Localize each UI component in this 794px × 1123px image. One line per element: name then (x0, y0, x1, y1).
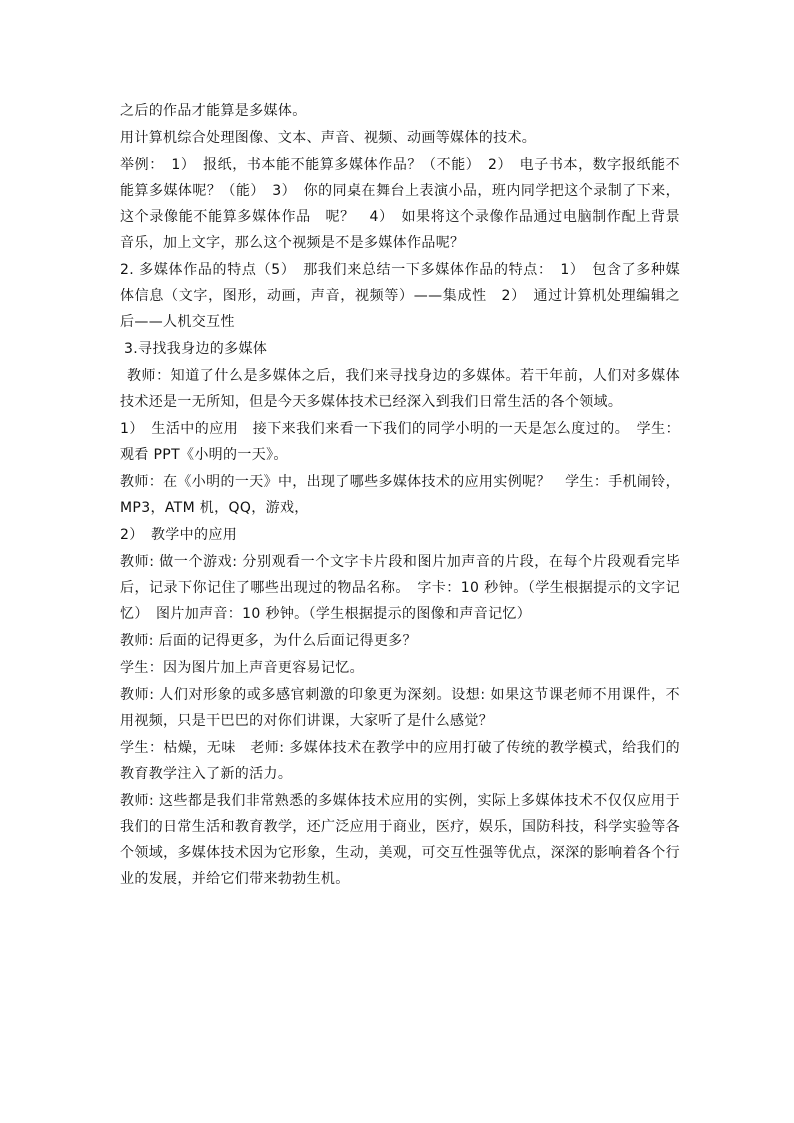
paragraph-life-application: 1） 生活中的应用 接下来我们来看一下我们的同学小明的一天是怎么度过的。 学生：观看 PPT《小明的一天》。 (120, 421, 680, 463)
paragraph-definition: 用计算机综合处理图像、文本、声音、视频、动画等媒体的技术。 (120, 130, 537, 146)
document-page (120, 98, 680, 892)
paragraph-game: 教师: 做一个游戏: 分别观看一个文字卡片段和图片加声音的片段，在每个片段观看完毕后，记录下你记住了哪些出现过的物品名称。 字卡：10 秒钟。（学生根据提示的文字记忆） 图片加声音：10 秒钟。（学生根据提示的图像和声音记忆） (120, 554, 680, 622)
paragraph-teacher-why: 教师: 后面的记得更多，为什么后面记得更多？ (120, 633, 417, 649)
subheading-teaching-application: 2） 教学中的应用 (120, 527, 238, 543)
paragraph-teacher-intro: 教师：知道了什么是多媒体之后，我们来寻找身边的多媒体。若干年前，人们对多媒体技术还是一无所知，但是今天多媒体技术已经深入到我们日常生活的各个领域。 (120, 368, 680, 410)
paragraph-continuation: 之后的作品才能算是多媒体。 (120, 103, 307, 119)
paragraph-teacher-question: 教师：在《小明的一天》中，出现了哪些多媒体技术的应用实例呢？ 学生：手机闹铃，MP3，ATM 机，QQ，游戏， (120, 474, 680, 516)
paragraph-student-feeling: 学生：枯燥，无味 老师: 多媒体技术在教学中的应用打破了传统的教学模式，给我们的教育教学注入了新的活力。 (120, 740, 680, 782)
paragraph-features: 2. 多媒体作品的特点（5） 那我们来总结一下多媒体作品的特点： 1） 包含了多种媒体信息（文字，图形，动画，声音，视频等）——集成性 2） 通过计算机处理编辑之后——人机交互性 (120, 262, 680, 330)
paragraph-examples: 举例： 1） 报纸，书本能不能算多媒体作品？（不能） 2） 电子书本，数字报纸能不能算多媒体呢？（能） 3） 你的同桌在舞台上表演小品，班内同学把这个录制了下来，这个录像能不能算多媒体作品 呢？ 4） 如果将这个录像作品通过电脑制作配上背景音乐，加上文字，那么这个视频是不是多媒体作品呢？ (120, 157, 680, 251)
section-heading-find-multimedia: 3.寻找我身边的多媒体 (124, 341, 268, 357)
paragraph-student-answer: 学生：因为图片加上声音更容易记忆。 (120, 660, 364, 676)
paragraph-teacher-summary: 教师: 这些都是我们非常熟悉的多媒体技术应用的实例，实际上多媒体技术不仅仅应用于我们的日常生活和教育教学，还广泛应用于商业，医疗，娱乐，国防科技，科学实验等各个领域，多媒体技术因为它形象，生动，美观，可交互性强等优点，深深的影响着各个行业的发展，并给它们带来勃勃生机。 (120, 793, 680, 887)
paragraph-teacher-impression: 教师: 人们对形象的或多感官刺激的印象更为深刻。设想: 如果这节课老师不用课件，不用视频，只是干巴巴的对你们讲课，大家听了是什么感觉？ (120, 687, 680, 729)
